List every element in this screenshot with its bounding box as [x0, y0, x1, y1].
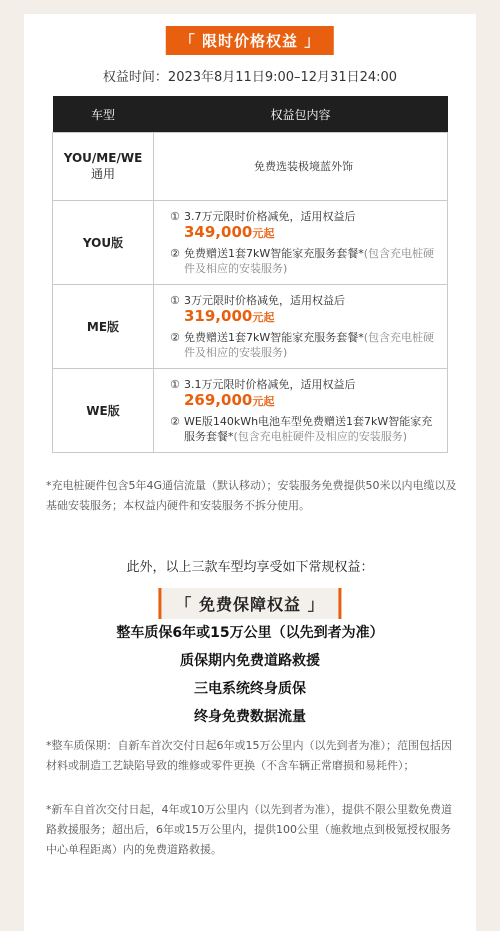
item-note: (包含充电桩硬件及相应的安装服务) [184, 331, 435, 359]
table-header-row [53, 96, 448, 133]
benefit-item: 三电系统终身质保 [194, 681, 306, 697]
header-content: 权益包内容 [154, 96, 448, 133]
model-line: 通用 [90, 167, 115, 181]
section-title-free-guarantee: 「 免费保障权益 」 [158, 588, 341, 619]
item-number: ① [170, 210, 180, 223]
item-text: 3万元限时价格减免，适用权益后 [184, 294, 345, 307]
table-row [53, 369, 448, 453]
table-row [53, 133, 448, 201]
item-number: ② [170, 331, 180, 344]
price [184, 393, 437, 409]
model-cell: WE版 [53, 369, 154, 453]
content-cell [154, 369, 448, 453]
price-value: 349,000 [184, 223, 253, 241]
price [184, 225, 437, 241]
item-note: (包含充电桩硬件及相应的安装服务) [184, 247, 435, 275]
price-suffix: 元起 [252, 311, 275, 324]
rescue-footnote: *新车自首次交付日起，4年或10万公里内（以先到者为准），提供不限公里数免费道路救援服务；超出后，6年或15万公里内，提供100公里（施救地点到极氪授权服务中心单程距离）内的免费道路救援。 [46, 803, 452, 856]
item-note: (包含充电桩硬件及相应的安装服务) [233, 430, 408, 443]
item-number: ② [170, 247, 180, 260]
header-model: 车型 [53, 96, 154, 133]
warranty-footnote: *整车质保期：自新车首次交付日起6年或15万公里内（以先到者为准）；范围包括因材料或制造工艺缺陷导致的维修或零件更换（不含车辆正常磨损和易耗件）； [46, 739, 452, 772]
price [184, 309, 437, 325]
benefit-item: 终身免费数据流量 [194, 709, 306, 725]
benefit-period: 权益时间：2023年8月11日9:00–12月31日24:00 [102, 70, 398, 85]
item-number: ② [170, 415, 180, 428]
model-cell [53, 133, 154, 201]
benefits-card [24, 14, 476, 931]
model-cell: ME版 [53, 285, 154, 369]
benefit-item: 整车质保6年或15万公里（以先到者为准） [116, 625, 384, 641]
item-text: WE版140kWh电池车型免费赠送1套7kW智能家充服务套餐* [184, 415, 433, 443]
price-value: 319,000 [184, 307, 253, 325]
model-line: YOU/ME/WE [63, 151, 143, 165]
price-value: 269,000 [184, 391, 253, 409]
content-cell [154, 285, 448, 369]
charging-footnote: *充电桩硬件包含5年4G通信流量（默认移动）；安装服务免费提供50米以内电缆以及基础安装服务；本权益内硬件和安装服务不拆分使用。 [46, 479, 457, 512]
item-text: 3.1万元限时价格减免，适用权益后 [184, 378, 356, 391]
table-row [53, 201, 448, 285]
benefit-item: 质保期内免费道路救援 [180, 653, 320, 669]
price-suffix: 元起 [252, 395, 275, 408]
item-text: 3.7万元限时价格减免，适用权益后 [184, 210, 356, 223]
content-cell [154, 201, 448, 285]
item-number: ① [170, 294, 180, 307]
model-cell: YOU版 [53, 201, 154, 285]
benefits-table [52, 96, 448, 453]
content-cell: 免费选装极境蓝外饰 [154, 133, 448, 201]
section-title-price-benefits: 「 限时价格权益 」 [166, 26, 334, 55]
item-text: 免费赠送1套7kW智能家充服务套餐* [184, 331, 364, 344]
price-suffix: 元起 [252, 227, 275, 240]
table-row [53, 285, 448, 369]
item-text: 免费赠送1套7kW智能家充服务套餐* [184, 247, 364, 260]
general-benefits-intro: 此外，以上三款车型均享受如下常规权益： [126, 560, 374, 575]
item-number: ① [170, 378, 180, 391]
